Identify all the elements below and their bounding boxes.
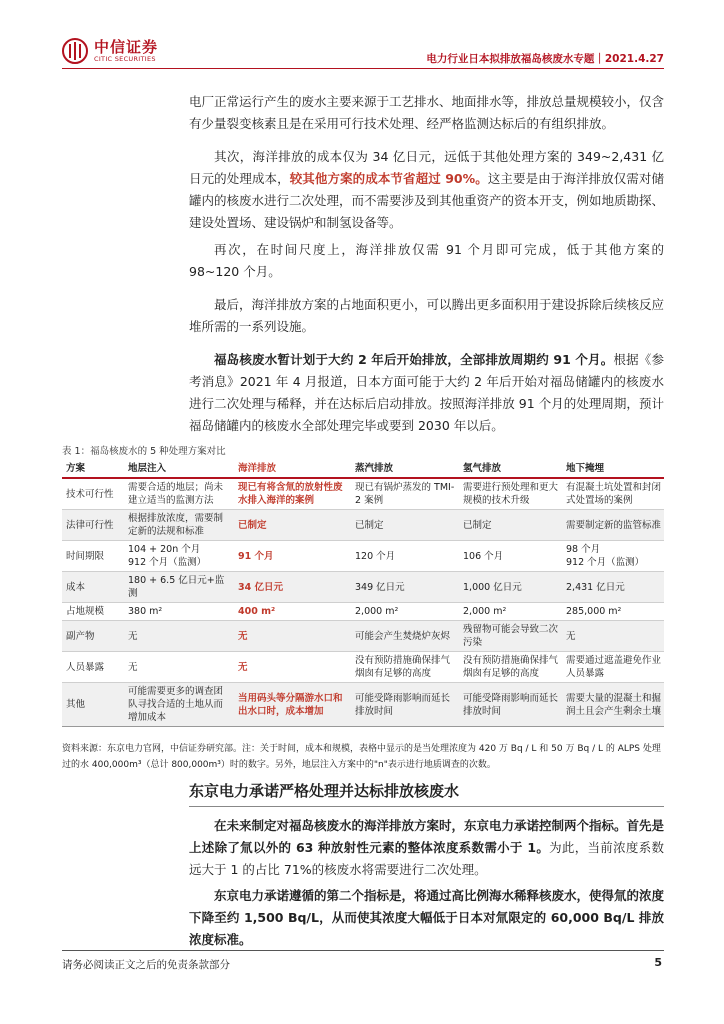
paragraph-5-text: 根据《参考消息》2021 年 4 月报道，日本方面可能于大约 2 年后开始对福岛储罐内的核废水进行二次处理与稀释，并在达标后启动排放。按照海洋排放 91 个月的处理周期，预计福岛储罐内的核废水全部处理完毕或要到 2030 年以后。 (189, 352, 664, 433)
paragraph-2-text-b: 这主要是由于海洋排放仅需对储罐内的核废水进行二次处理，而不需要涉及到其他重资产的资本开支，例如地质勘探、建设处置场、建设锅炉和制氢设备等。 (189, 171, 665, 230)
table-cell: 人员暴露 (62, 652, 124, 683)
table-cell: 400 m² (234, 603, 351, 621)
table-row (62, 572, 664, 603)
table-cell: 时间期限 (62, 541, 124, 572)
table-header-cell: 地下掩埋 (562, 459, 664, 478)
table-cell: 可能受降雨影响而延长排放时间 (459, 683, 562, 727)
table-cell: 91 个月 (234, 541, 351, 572)
table-cell: 需要大量的混凝土和掘润土且会产生剩余土壤 (562, 683, 664, 727)
logo-en-text: CITIC SECURITIES (94, 55, 156, 63)
section-paragraph-2 (189, 885, 664, 951)
section-paragraph-1-bold: 在未来制定对福岛核废水的海洋排放方案时，东京电力承诺控制两个指标。首先是上述除了氚以外的 63 种放射性元素的整体浓度系数需小于 1。 (189, 818, 665, 855)
table-cell: 已制定 (351, 510, 459, 541)
footer-disclaimer: 请务必阅读正文之后的免责条款部分 (62, 959, 230, 971)
table-cell: 有混凝土坑处置和封闭式处置场的案例 (562, 478, 664, 510)
table-cell: 120 个月 (351, 541, 459, 572)
section-paragraph-1 (189, 815, 664, 881)
table-cell: 需要进行预处理和更大规模的技术升级 (459, 478, 562, 510)
table-cell: 无 (234, 652, 351, 683)
citic-logo-icon (62, 38, 88, 64)
table-cell: 根据排放浓度，需要制定新的法规和标准 (124, 510, 234, 541)
table-cell: 380 m² (124, 603, 234, 621)
table-cell: 现已有将含氚的放射性废水排入海洋的案例 (234, 478, 351, 510)
table-cell: 需要合适的地层；尚未建立适当的监测方法 (124, 478, 234, 510)
table-cell: 需要通过遮盖避免作业人员暴露 (562, 652, 664, 683)
paragraph-3 (189, 239, 664, 283)
company-logo (62, 38, 158, 64)
section-title: 东京电力承诺严格处理并达标排放核废水 (189, 780, 664, 807)
table-row (62, 510, 664, 541)
table-cell: 2,000 m² (459, 603, 562, 621)
paragraph-4-text: 最后，海洋排放方案的占地面积更小，可以腾出更多面积用于建设拆除后续核反应堆所需的一系列设施。 (189, 297, 665, 334)
table-cell: 2,431 亿日元 (562, 572, 664, 603)
table-row (62, 621, 664, 652)
table-source-note: 资料来源：东京电力官网，中信证券研究部。注：关于时间，成本和规模，表格中显示的是当处理浓度为 420 万 Bq / L 和 50 万 Bq / L 的 ALPS 处理过的水 400,000m³（总计 800,000m³）时的数字。另外，地层注入方案中的"n"表示进行地质调查的次数。 (62, 744, 661, 770)
table-cell: 349 亿日元 (351, 572, 459, 603)
table-cell: 180 + 6.5 亿日元+监测 (124, 572, 234, 603)
comparison-table (62, 459, 664, 727)
paragraph-5-bold: 福岛核废水暂计划于大约 2 年后开始排放，全部排放周期约 91 个月。 (214, 352, 614, 367)
page-number: 5 (654, 956, 662, 969)
paragraph-2-text-a: 其次，海洋排放的成本仅为 34 亿日元，远低于其他处理方案的 349~2,431 亿日元的处理成本， (189, 149, 664, 186)
table-row (62, 603, 664, 621)
paragraph-2-highlight: 较其他方案的成本节省超过 90%。 (289, 171, 488, 186)
table-cell: 285,000 m² (562, 603, 664, 621)
table-cell: 没有预防措施确保排气烟囱有足够的高度 (459, 652, 562, 683)
paragraph-5 (189, 349, 664, 437)
table-caption: 表 1：福岛核废水的 5 种处理方案对比 (62, 446, 226, 457)
table-header-cell: 氢气排放 (459, 459, 562, 478)
table-cell: 当用码头等分隔游水口和出水口时，成本增加 (234, 683, 351, 727)
table-cell: 其他 (62, 683, 124, 727)
table-cell: 106 个月 (459, 541, 562, 572)
footer-divider (62, 950, 664, 951)
page-header (0, 0, 724, 70)
table-cell: 2,000 m² (351, 603, 459, 621)
table-cell: 无 (124, 652, 234, 683)
section-paragraph-1-text: 为此，当前浓度系数远大于 1 的占比 71%的核废水将需要进行二次处理。 (189, 840, 664, 877)
section-paragraph-2-text: 东京电力承诺遵循的第二个指标是，将通过高比例海水稀释核废水，使得氚的浓度下降至约 1,500 Bq/L，从而使其浓度大幅低于日本对氚限定的 60,000 Bq/L 排放浓度标准。 (189, 888, 665, 947)
table-cell: 可能需要更多的调查团队寻找合适的土地从而增加成本 (124, 683, 234, 727)
table-header-cell: 海洋排放 (234, 459, 351, 478)
table-cell: 98 个月 912 个月（监测） (562, 541, 664, 572)
table-row (62, 683, 664, 727)
paragraph-2 (189, 146, 664, 234)
table-cell: 可能会产生焚烧炉灰烬 (351, 621, 459, 652)
table-header-row (62, 459, 664, 478)
table-row (62, 652, 664, 683)
table-row (62, 478, 664, 510)
table-cell: 需要制定新的监管标准 (562, 510, 664, 541)
table-row (62, 541, 664, 572)
table-cell: 技术可行性 (62, 478, 124, 510)
table-cell: 法律可行性 (62, 510, 124, 541)
paragraph-4 (189, 294, 664, 338)
table-cell: 34 亿日元 (234, 572, 351, 603)
table-header-cell: 蒸汽排放 (351, 459, 459, 478)
paragraph-1-text: 电厂正常运行产生的废水主要来源于工艺排水、地面排水等，排放总量规模较小，仅含有少量裂变核素且是在采用可行技术处理、经严格监测达标后的有组织排放。 (189, 94, 665, 131)
table-cell: 残留物可能会导致二次污染 (459, 621, 562, 652)
table-cell: 104 + 20n 个月 912 个月（监测） (124, 541, 234, 572)
table-cell: 无 (562, 621, 664, 652)
table-cell: 可能受降雨影响而延长排放时间 (351, 683, 459, 727)
table-cell: 没有预防措施确保排气烟囱有足够的高度 (351, 652, 459, 683)
header-divider (62, 68, 664, 69)
table-cell: 现已有锅炉蒸发的 TMI-2 案例 (351, 478, 459, 510)
table-cell: 无 (234, 621, 351, 652)
table-cell: 无 (124, 621, 234, 652)
table-header-cell: 地层注入 (124, 459, 234, 478)
table-cell: 副产物 (62, 621, 124, 652)
table-header-cell: 方案 (62, 459, 124, 478)
report-title: 电力行业日本拟排放福岛核废水专题｜2021.4.27 (426, 53, 664, 65)
paragraph-3-text: 再次，在时间尺度上，海洋排放仅需 91 个月即可完成，低于其他方案的 98~120 个月。 (189, 242, 664, 279)
table-cell: 已制定 (234, 510, 351, 541)
table-cell: 已制定 (459, 510, 562, 541)
logo-cn-text: 中信证券 (94, 38, 159, 56)
table-cell: 1,000 亿日元 (459, 572, 562, 603)
paragraph-1 (189, 91, 664, 135)
table-cell: 占地规模 (62, 603, 124, 621)
table-cell: 成本 (62, 572, 124, 603)
